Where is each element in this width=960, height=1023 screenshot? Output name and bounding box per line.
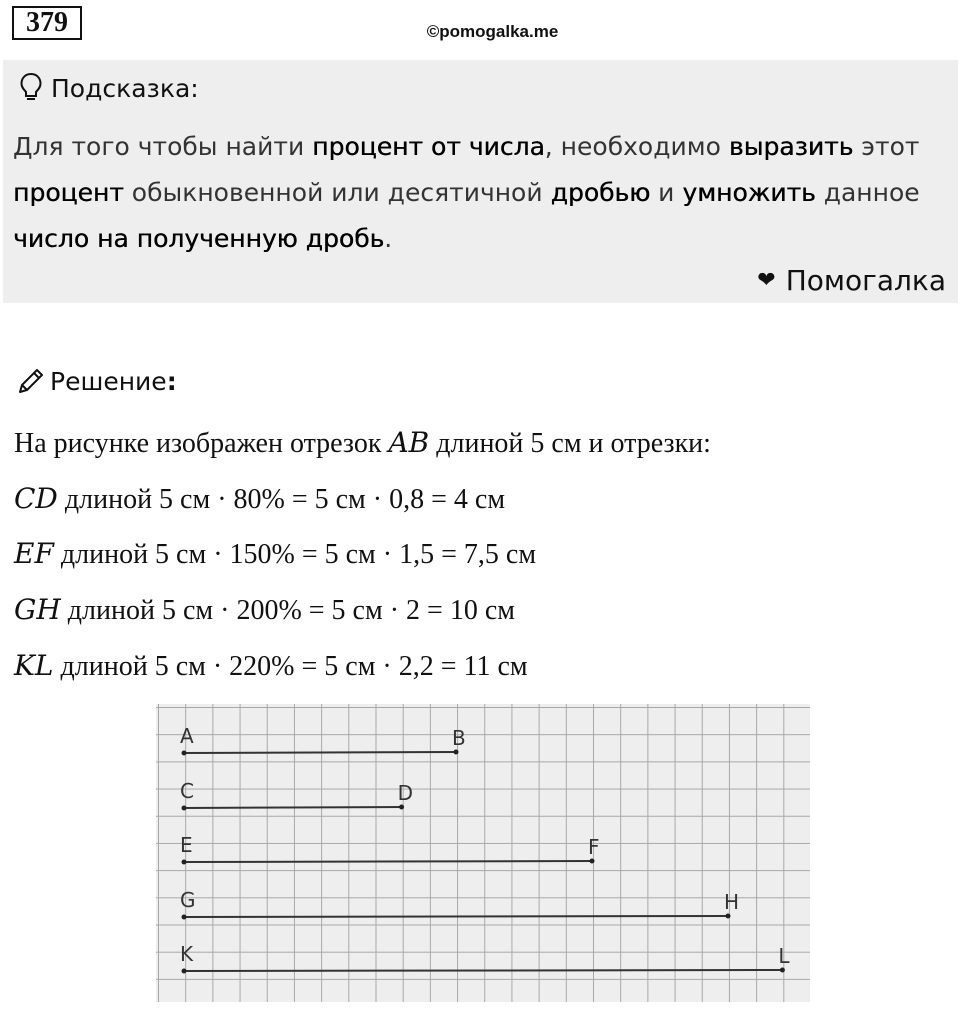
segment-line (184, 861, 592, 862)
segment-endpoint (182, 969, 187, 974)
segment-start-label: E (180, 833, 193, 857)
segment-line (184, 916, 728, 917)
segment-end-label: D (397, 781, 414, 805)
hint-fragment: . (384, 224, 393, 253)
hint-keyword: число на полученную дробь (13, 224, 385, 253)
solution-text: длиной 5 см и отрезки: (429, 428, 711, 459)
solution-title: Решение (50, 367, 167, 396)
hint-title: Подсказка: (51, 74, 199, 103)
hint-keyword: дробью (550, 178, 651, 207)
solution-line (14, 537, 536, 572)
segment-endpoint (590, 859, 595, 864)
segment-start-label: G (180, 888, 196, 912)
segment-end-label: F (588, 835, 600, 859)
hint-keyword: процент от числа (312, 132, 545, 161)
hint-fragment: данное (815, 178, 920, 207)
segment-endpoint (182, 860, 187, 865)
grid-drawing (156, 704, 810, 1002)
pencil-icon (16, 366, 46, 396)
site-watermark: ©pomogalka.me (426, 22, 559, 41)
solution-text: На рисунке изображен отрезок (14, 428, 389, 459)
hint-fragment: Для того чтобы найти (13, 132, 313, 161)
brand-name: Помогалка (785, 264, 946, 297)
hint-fragment: и (650, 178, 683, 207)
segment-end-label: B (452, 726, 466, 750)
segment-line (184, 970, 782, 971)
solution-line (14, 593, 515, 628)
hint-fragment: этот (853, 132, 920, 161)
segment-line (184, 752, 456, 753)
solution-line (14, 426, 711, 461)
hint-heading (19, 72, 199, 104)
hint-keyword: умножить (682, 178, 816, 207)
brand-signature (757, 264, 946, 297)
solution-heading (16, 366, 177, 398)
hint-fragment: , необходимо (544, 132, 729, 161)
segment-variable: EF (14, 537, 54, 570)
lightbulb-icon (19, 72, 43, 102)
segment-endpoint (454, 750, 459, 755)
hint-keyword: процент (13, 178, 124, 207)
solution-line (14, 649, 528, 684)
solution-line (14, 482, 505, 517)
solution-text: длиной 5 см · 80% = 5 см · 0,8 = 4 см (57, 484, 506, 515)
segment-variable: GH (14, 593, 61, 626)
segment-endpoint (780, 968, 785, 973)
segment-variable: AB (388, 426, 430, 459)
solution-text: длиной 5 см · 220% = 5 см · 2,2 = 11 см (53, 651, 528, 682)
segment-line (184, 807, 402, 808)
solution-colon: : (166, 367, 177, 396)
segment-endpoint (182, 915, 187, 920)
heart-icon: ❤ (757, 268, 776, 293)
hint-text (13, 124, 948, 262)
segment-endpoint (182, 806, 187, 811)
segment-endpoint (726, 914, 731, 919)
solution-text: длиной 5 см · 200% = 5 см · 2 = 10 см (60, 595, 515, 626)
problem-number: 379 (12, 6, 82, 40)
segment-end-label: L (778, 944, 790, 968)
segment-endpoint (182, 751, 187, 756)
segment-end-label: H (724, 890, 740, 914)
segment-variable: KL (14, 649, 54, 682)
segment-start-label: K (180, 942, 194, 966)
segment-variable: CD (14, 482, 58, 515)
segments-drawing (156, 704, 810, 1002)
hint-fragment: обыкновенной или десятичной (123, 178, 551, 207)
segment-endpoint (399, 805, 404, 810)
segment-start-label: A (180, 724, 194, 748)
segment-start-label: C (180, 779, 194, 803)
hint-panel (3, 60, 958, 303)
solution-text: длиной 5 см · 150% = 5 см · 1,5 = 7,5 см (53, 539, 537, 570)
hint-keyword: выразить (728, 132, 854, 161)
